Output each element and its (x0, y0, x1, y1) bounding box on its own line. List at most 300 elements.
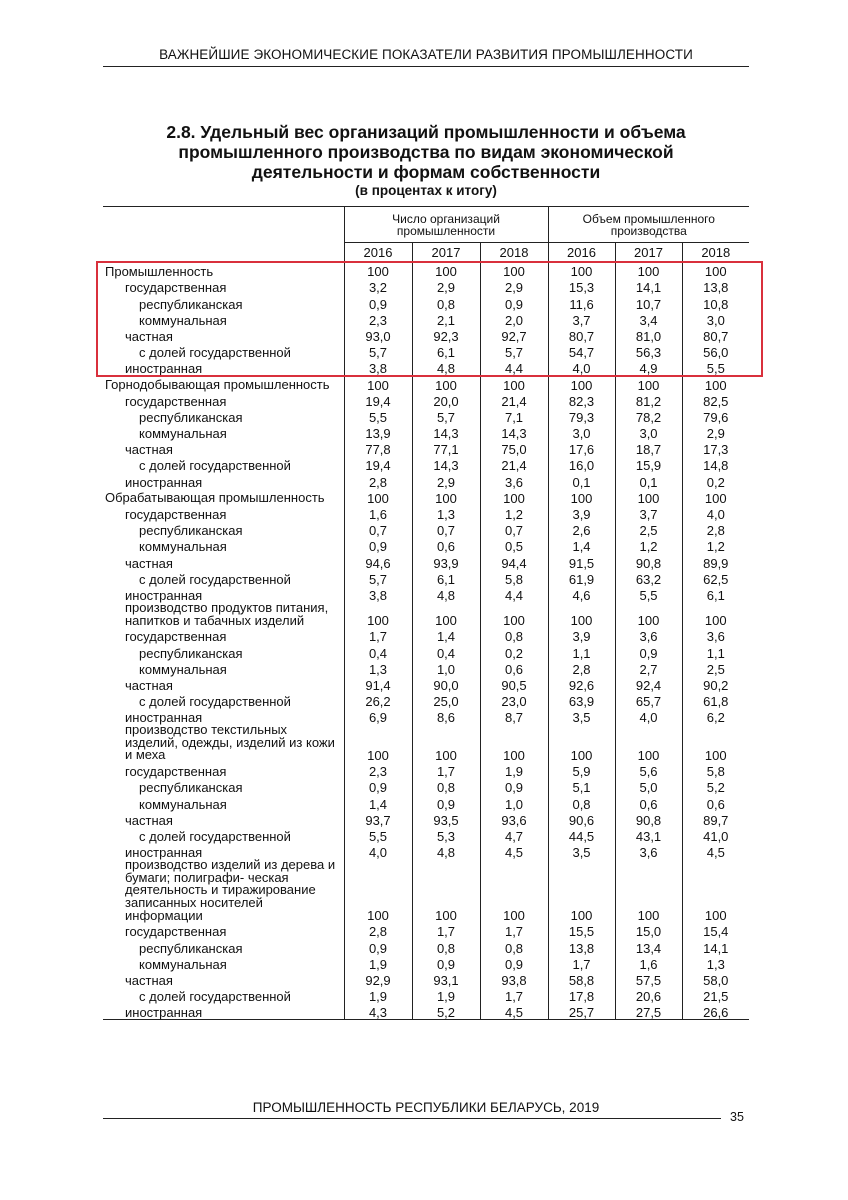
value-cell: 6,1 (682, 586, 749, 602)
value-cell: 57,5 (615, 971, 682, 987)
row-label: государственная (125, 629, 227, 645)
value-cell: 15,9 (615, 456, 682, 472)
value-cell: 100 (344, 262, 412, 279)
value-cell: 1,7 (412, 762, 480, 778)
row-label: республиканская (139, 780, 243, 796)
value-cell: 43,1 (615, 827, 682, 843)
value-cell: 20,0 (412, 392, 480, 408)
value-cell: 5,7 (344, 343, 412, 359)
value-cell: 15,0 (615, 922, 682, 938)
value-cell: 5,7 (480, 343, 548, 359)
value-cell: 3,6 (615, 627, 682, 643)
value-cell: 93,9 (412, 553, 480, 569)
table-row (103, 922, 749, 938)
value-cell: 79,6 (682, 408, 749, 424)
value-cell: 0,8 (412, 294, 480, 310)
value-cell: 3,9 (548, 627, 615, 643)
value-cell: 93,8 (480, 971, 548, 987)
row-label: с долей государственной (139, 345, 291, 361)
value-cell: 2,6 (548, 521, 615, 537)
value-cell: 0,8 (480, 938, 548, 954)
highlight-box (96, 261, 763, 377)
value-cell: 0,9 (344, 294, 412, 310)
value-cell: 4,5 (480, 1003, 548, 1020)
table-row (103, 440, 749, 456)
value-cell: 5,8 (682, 762, 749, 778)
value-cell: 0,9 (344, 938, 412, 954)
row-label: иностранная (125, 845, 203, 861)
value-cell: 41,0 (682, 827, 749, 843)
value-cell: 0,9 (412, 955, 480, 971)
value-cell: 0,5 (480, 537, 548, 553)
value-cell: 0,9 (480, 955, 548, 971)
table-subtitle: (в процентах к итогу) (355, 183, 497, 198)
value-cell: 15,3 (548, 278, 615, 294)
value-cell: 4,7 (480, 827, 548, 843)
row-label: республиканская (139, 645, 243, 661)
value-cell: 0,2 (480, 643, 548, 659)
value-cell: 14,1 (682, 938, 749, 954)
value-cell: 6,1 (412, 343, 480, 359)
table-row (103, 489, 749, 505)
value-cell: 0,1 (548, 472, 615, 488)
table-row (103, 627, 749, 643)
value-cell: 1,2 (682, 537, 749, 553)
value-cell: 1,0 (412, 660, 480, 676)
value-cell: 79,3 (548, 408, 615, 424)
value-cell: 1,9 (412, 987, 480, 1003)
value-cell: 0,4 (344, 643, 412, 659)
table-row (103, 724, 749, 762)
value-cell: 90,0 (412, 676, 480, 692)
group-header-organizations: Число организаций промышленности (344, 207, 548, 243)
value-cell: 1,2 (615, 537, 682, 553)
value-cell: 100 (344, 375, 412, 391)
title-line: 2.8. Удельный вес организаций промышленности и объема (166, 122, 686, 142)
value-cell: 5,3 (412, 827, 480, 843)
value-cell: 13,4 (615, 938, 682, 954)
value-cell: 100 (480, 262, 548, 279)
value-cell: 0,6 (412, 537, 480, 553)
value-cell: 5,9 (548, 762, 615, 778)
row-label: частная (125, 812, 173, 828)
value-cell: 5,1 (548, 778, 615, 794)
value-cell: 1,7 (548, 955, 615, 971)
value-cell: 90,2 (682, 676, 749, 692)
value-cell: 100 (412, 262, 480, 279)
table-row (103, 375, 749, 391)
value-cell: 5,5 (615, 586, 682, 602)
row-label: коммунальная (139, 956, 227, 972)
value-cell: 93,1 (412, 971, 480, 987)
value-cell: 3,7 (548, 311, 615, 327)
row-label: с долей государственной (139, 694, 291, 710)
row-label: коммунальная (139, 312, 227, 328)
value-cell: 5,0 (615, 778, 682, 794)
table-row (103, 676, 749, 692)
value-cell: 100 (344, 602, 412, 627)
row-label: частная (125, 328, 173, 344)
value-cell: 93,7 (344, 811, 412, 827)
value-cell: 100 (480, 724, 548, 762)
row-label: коммунальная (139, 796, 227, 812)
value-cell: 56,3 (615, 343, 682, 359)
value-cell: 1,4 (548, 537, 615, 553)
value-cell: 100 (344, 489, 412, 505)
value-cell: 58,0 (682, 971, 749, 987)
header-corner (103, 207, 344, 262)
value-cell: 65,7 (615, 692, 682, 708)
table-row (103, 537, 749, 553)
title-line: промышленного производства по видам экономической (178, 142, 674, 162)
value-cell: 5,5 (344, 827, 412, 843)
value-cell: 5,2 (682, 778, 749, 794)
value-cell: 4,0 (682, 505, 749, 521)
value-cell: 0,9 (344, 537, 412, 553)
value-cell: 91,5 (548, 553, 615, 569)
row-label: с долей государственной (139, 571, 291, 587)
row-label: коммунальная (139, 539, 227, 555)
value-cell: 16,0 (548, 456, 615, 472)
value-cell: 13,8 (548, 938, 615, 954)
value-cell: 100 (344, 859, 412, 922)
table-row (103, 794, 749, 810)
value-cell: 2,8 (682, 521, 749, 537)
value-cell: 100 (682, 602, 749, 627)
value-cell: 91,4 (344, 676, 412, 692)
running-header: ВАЖНЕЙШИЕ ЭКОНОМИЧЕСКИЕ ПОКАЗАТЕЛИ РАЗВИТИЯ ПРОМЫШЛЕННОСТИ (159, 47, 693, 62)
value-cell: 4,4 (480, 359, 548, 375)
value-cell: 100 (615, 859, 682, 922)
row-label: Обрабатывающая промышленность (105, 490, 325, 506)
row-label: республиканская (139, 523, 243, 539)
value-cell: 18,7 (615, 440, 682, 456)
value-cell: 26,2 (344, 692, 412, 708)
value-cell: 10,8 (682, 294, 749, 310)
row-label: Промышленность (105, 264, 214, 280)
value-cell: 1,1 (682, 643, 749, 659)
page-number: 35 (730, 1110, 744, 1124)
value-cell: 1,3 (412, 505, 480, 521)
group-header-volume: Объем промышленного производства (548, 207, 749, 243)
value-cell: 25,0 (412, 692, 480, 708)
value-cell: 100 (615, 724, 682, 762)
value-cell: 4,8 (412, 843, 480, 859)
value-cell: 100 (615, 375, 682, 391)
value-cell: 1,9 (480, 762, 548, 778)
value-cell: 100 (615, 489, 682, 505)
value-cell: 19,4 (344, 456, 412, 472)
value-cell: 92,3 (412, 327, 480, 343)
value-cell: 0,9 (344, 778, 412, 794)
value-cell: 100 (412, 602, 480, 627)
value-cell: 94,4 (480, 553, 548, 569)
table-row (103, 408, 749, 424)
value-cell: 1,7 (344, 627, 412, 643)
value-cell: 100 (412, 724, 480, 762)
value-cell: 3,6 (682, 627, 749, 643)
value-cell: 4,4 (480, 586, 548, 602)
table-row (103, 472, 749, 488)
value-cell: 94,6 (344, 553, 412, 569)
value-cell: 63,2 (615, 570, 682, 586)
value-cell: 2,8 (344, 922, 412, 938)
value-cell: 3,2 (344, 278, 412, 294)
value-cell: 14,8 (682, 456, 749, 472)
value-cell: 1,7 (480, 987, 548, 1003)
value-cell: 4,3 (344, 1003, 412, 1020)
table-row (103, 987, 749, 1003)
value-cell: 1,4 (344, 794, 412, 810)
value-cell: 100 (682, 375, 749, 391)
value-cell: 3,8 (344, 359, 412, 375)
value-cell: 0,8 (412, 778, 480, 794)
value-cell: 100 (548, 375, 615, 391)
year-header: 2017 (615, 243, 682, 262)
value-cell: 3,5 (548, 708, 615, 724)
value-cell: 3,6 (615, 843, 682, 859)
value-cell: 2,9 (412, 472, 480, 488)
value-cell: 2,3 (344, 311, 412, 327)
value-cell: 4,8 (412, 586, 480, 602)
value-cell: 0,6 (615, 794, 682, 810)
value-cell: 90,6 (548, 811, 615, 827)
value-cell: 100 (480, 375, 548, 391)
value-cell: 90,5 (480, 676, 548, 692)
value-cell: 5,8 (480, 570, 548, 586)
value-cell: 2,3 (344, 762, 412, 778)
value-cell: 2,1 (412, 311, 480, 327)
value-cell: 2,0 (480, 311, 548, 327)
row-label: частная (125, 677, 173, 693)
value-cell: 14,1 (615, 278, 682, 294)
value-cell: 92,7 (480, 327, 548, 343)
value-cell: 13,8 (682, 278, 749, 294)
row-label: иностранная (125, 587, 203, 603)
value-cell: 15,5 (548, 922, 615, 938)
value-cell: 10,7 (615, 294, 682, 310)
row-label: коммунальная (139, 661, 227, 677)
value-cell: 1,2 (480, 505, 548, 521)
row-label: производство текстильных изделий, одежды, изделий из кожи и меха (125, 722, 335, 763)
value-cell: 26,6 (682, 1003, 749, 1020)
value-cell: 4,5 (480, 843, 548, 859)
value-cell: 14,3 (412, 424, 480, 440)
row-label: иностранная (125, 361, 203, 377)
value-cell: 2,9 (682, 424, 749, 440)
running-footer: ПРОМЫШЛЕННОСТЬ РЕСПУБЛИКИ БЕЛАРУСЬ, 2019 (252, 1100, 600, 1115)
table-row (103, 1003, 749, 1020)
value-cell: 3,0 (615, 424, 682, 440)
value-cell: 58,8 (548, 971, 615, 987)
row-label: государственная (125, 924, 227, 940)
table-row (103, 392, 749, 408)
value-cell: 100 (548, 262, 615, 279)
table-row (103, 456, 749, 472)
row-label: с долей государственной (139, 458, 291, 474)
value-cell: 0,6 (480, 660, 548, 676)
value-cell: 1,1 (548, 643, 615, 659)
value-cell: 0,6 (682, 794, 749, 810)
row-label: Горнодобывающая промышленность (105, 376, 330, 392)
value-cell: 100 (682, 489, 749, 505)
value-cell: 20,6 (615, 987, 682, 1003)
value-cell: 4,6 (548, 586, 615, 602)
value-cell: 19,4 (344, 392, 412, 408)
table-title (103, 122, 749, 182)
year-header: 2016 (344, 243, 412, 262)
value-cell: 21,4 (480, 392, 548, 408)
value-cell: 0,7 (480, 521, 548, 537)
value-cell: 21,4 (480, 456, 548, 472)
value-cell: 100 (682, 262, 749, 279)
row-label: частная (125, 555, 173, 571)
value-cell: 6,9 (344, 708, 412, 724)
value-cell: 27,5 (615, 1003, 682, 1020)
row-label: республиканская (139, 940, 243, 956)
value-cell: 100 (548, 859, 615, 922)
value-cell: 82,3 (548, 392, 615, 408)
table-row (103, 521, 749, 537)
value-cell: 15,4 (682, 922, 749, 938)
row-label: иностранная (125, 710, 203, 726)
value-cell: 2,9 (412, 278, 480, 294)
value-cell: 25,7 (548, 1003, 615, 1020)
row-label: частная (125, 442, 173, 458)
value-cell: 4,0 (615, 708, 682, 724)
year-header: 2018 (682, 243, 749, 262)
value-cell: 4,8 (412, 359, 480, 375)
value-cell: 90,8 (615, 553, 682, 569)
value-cell: 0,4 (412, 643, 480, 659)
table-row (103, 811, 749, 827)
value-cell: 81,2 (615, 392, 682, 408)
value-cell: 5,5 (682, 359, 749, 375)
value-cell: 81,0 (615, 327, 682, 343)
value-cell: 14,3 (412, 456, 480, 472)
table-row (103, 570, 749, 586)
value-cell: 90,8 (615, 811, 682, 827)
table-row (103, 424, 749, 440)
row-label: государственная (125, 507, 227, 522)
value-cell: 100 (548, 602, 615, 627)
value-cell: 5,7 (412, 408, 480, 424)
value-cell: 14,3 (480, 424, 548, 440)
value-cell: 92,9 (344, 971, 412, 987)
value-cell: 4,0 (344, 843, 412, 859)
value-cell: 5,7 (344, 570, 412, 586)
row-label: государственная (125, 393, 227, 409)
value-cell: 3,8 (344, 586, 412, 602)
value-cell: 100 (682, 859, 749, 922)
value-cell: 80,7 (682, 327, 749, 343)
value-cell: 62,5 (682, 570, 749, 586)
value-cell: 100 (615, 602, 682, 627)
table-row (103, 971, 749, 987)
value-cell: 17,8 (548, 987, 615, 1003)
value-cell: 8,7 (480, 708, 548, 724)
value-cell: 1,9 (344, 987, 412, 1003)
value-cell: 21,5 (682, 987, 749, 1003)
value-cell: 4,0 (548, 359, 615, 375)
value-cell: 0,7 (344, 521, 412, 537)
value-cell: 2,8 (344, 472, 412, 488)
value-cell: 8,6 (412, 708, 480, 724)
value-cell: 0,9 (480, 778, 548, 794)
row-label: государственная (125, 280, 227, 296)
value-cell: 61,8 (682, 692, 749, 708)
year-header: 2018 (480, 243, 548, 262)
value-cell: 0,1 (615, 472, 682, 488)
value-cell: 1,4 (412, 627, 480, 643)
value-cell: 100 (480, 859, 548, 922)
value-cell: 17,6 (548, 440, 615, 456)
row-label: республиканская (139, 296, 243, 312)
value-cell: 80,7 (548, 327, 615, 343)
table-row (103, 602, 749, 627)
row-label: государственная (125, 764, 227, 780)
value-cell: 11,6 (548, 294, 615, 310)
value-cell: 3,0 (548, 424, 615, 440)
value-cell: 3,0 (682, 311, 749, 327)
value-cell: 100 (480, 602, 548, 627)
value-cell: 1,7 (480, 922, 548, 938)
value-cell: 56,0 (682, 343, 749, 359)
header-divider (103, 66, 749, 67)
value-cell: 1,7 (412, 922, 480, 938)
value-cell: 100 (548, 724, 615, 762)
year-header: 2017 (412, 243, 480, 262)
value-cell: 3,5 (548, 843, 615, 859)
row-label: с долей государственной (139, 989, 291, 1005)
value-cell: 5,5 (344, 408, 412, 424)
value-cell: 75,0 (480, 440, 548, 456)
value-cell: 100 (682, 724, 749, 762)
value-cell: 0,7 (412, 521, 480, 537)
value-cell: 4,5 (682, 843, 749, 859)
value-cell: 77,1 (412, 440, 480, 456)
table-row (103, 955, 749, 971)
value-cell: 100 (615, 262, 682, 279)
table-row (103, 660, 749, 676)
value-cell: 44,5 (548, 827, 615, 843)
value-cell: 100 (344, 724, 412, 762)
value-cell: 0,9 (615, 643, 682, 659)
value-cell: 5,6 (615, 762, 682, 778)
value-cell: 6,1 (412, 570, 480, 586)
value-cell: 0,9 (412, 794, 480, 810)
value-cell: 0,8 (548, 794, 615, 810)
value-cell: 100 (548, 489, 615, 505)
value-cell: 93,0 (344, 327, 412, 343)
value-cell: 6,2 (682, 708, 749, 724)
value-cell: 61,9 (548, 570, 615, 586)
value-cell: 2,5 (615, 521, 682, 537)
value-cell: 3,9 (548, 505, 615, 521)
row-label: с долей государственной (139, 828, 291, 844)
value-cell: 78,2 (615, 408, 682, 424)
value-cell: 2,8 (548, 660, 615, 676)
value-cell: 92,6 (548, 676, 615, 692)
value-cell: 2,9 (480, 278, 548, 294)
value-cell: 5,2 (412, 1003, 480, 1020)
value-cell: 92,4 (615, 676, 682, 692)
row-label: производство продуктов питания, напитков и табачных изделий (125, 599, 329, 628)
value-cell: 54,7 (548, 343, 615, 359)
year-header: 2016 (548, 243, 615, 262)
table-row (103, 643, 749, 659)
value-cell: 0,8 (480, 627, 548, 643)
